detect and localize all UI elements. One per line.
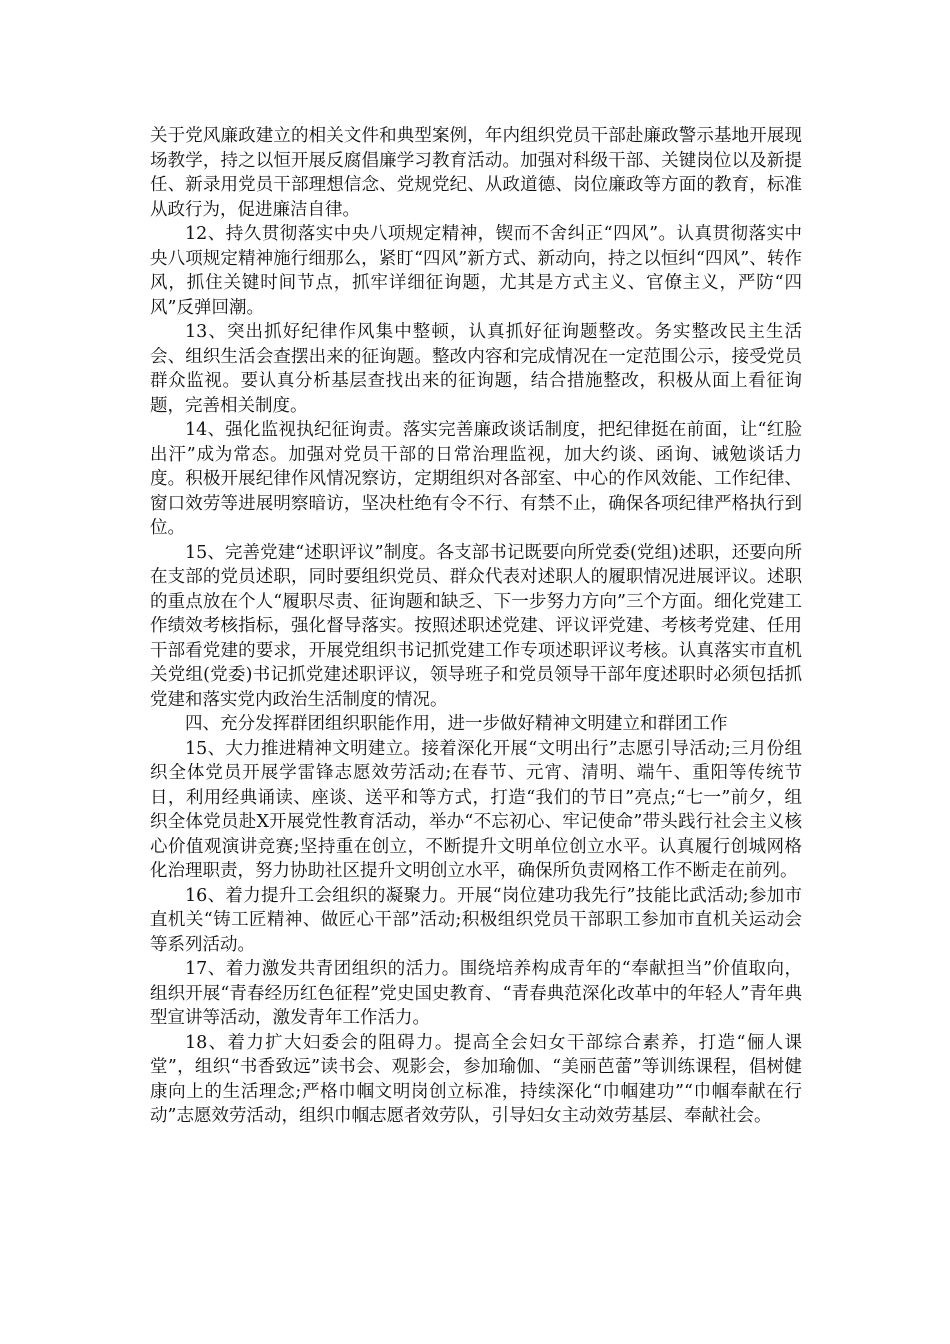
paragraph-item-16: 16、着力提升工会组织的凝聚力。开展“岗位建功我先行”技能比武活动;参加市直机关“铸工匠精神、做匠心干部”活动;积极组织党员干部职工参加市直机关运动会等系列活动。 — [150, 885, 802, 955]
paragraph-item-15-civilization: 15、大力推进精神文明建立。接着深化开展“文明出行”志愿引导活动;三月份组织全体党员开展学雷锋志愿效劳活动;在春节、元宵、清明、端午、重阳等传统节日，利用经典诵读、座谈、送平和等方式，打造“我们的节日”亮点;“七一”前夕，组织全体党员赴X开展党性教育活动，举办“不忘初心、牢记使命”带头践行社会主义核心价值观演讲竞赛;坚持重在创立，不断提升文明单位创立水平。认真履行创城网格化治理职责，努力协助社区提升文明创立水平，确保所负责网格工作不断走在前列。 — [150, 738, 802, 881]
paragraph-item-15-debriefing: 15、完善党建“述职评议”制度。各支部书记既要向所党委(党组)述职，还要向所在支部的党员述职，同时要组织党员、群众代表对述职人的履职情况进展评议。述职的重点放在个人“履职尽责、征询题和缺乏、下一步努力方向”三个方面。细化党建工作绩效考核指标，强化督导落实。按照述职述党建、评议评党建、考核考党建、任用干部看党建的要求，开展党组织书记抓党建工作专项述职评议考核。认真落实市直机关党组(党委)书记抓党建述职评议，领导班子和党员领导干部年度述职时必须包括抓党建和落实党内政治生活制度的情况。 — [150, 542, 802, 710]
paragraph-item-17: 17、着力激发共青团组织的活力。围绕培养构成青年的“奉献担当”价值取向，组织开展“青春经历红色征程”党史国史教育、“青春典范深化改革中的年轻人”青年典型宣讲等活动，激发青年工作活力。 — [150, 959, 802, 1028]
paragraph-item-12: 12、持久贯彻落实中央八项规定精神，锲而不舍纠正“四风”。认真贯彻落实中央八项规定精神施行细那么，紧盯“四风”新方式、新动向，持之以恒纠“四风”、转作风，抓住关键时间节点，抓牢详细征询题，尤其是方式主义、官僚主义，严防“四风”反弹回潮。 — [150, 224, 802, 318]
paragraph-item-18: 18、着力扩大妇委会的阻碍力。提高全会妇女干部综合素养，打造“俪人课堂”，组织“书香致远”读书会、观影会，参加瑜伽、“美丽芭蕾”等训练课程，倡树健康向上的生活理念;严格巾帼文明岗创立标准，持续深化“巾帼建功”“巾帼奉献在行动”志愿效劳活动，组织巾帼志愿者效劳队，引导妇女主动效劳基层、奉献社会。 — [150, 1032, 802, 1126]
paragraph-continuation: 关于党风廉政建立的相关文件和典型案例，年内组织党员干部赴廉政警示基地开展现场教学，持之以恒开展反腐倡廉学习教育活动。加强对科级干部、关键岗位以及新提任、新录用党员干部理想信念、党规党纪、从政道德、岗位廉政等方面的教育，标准从政行为，促进廉洁自律。 — [150, 126, 802, 220]
paragraph-item-14: 14、强化监视执纪征询责。落实完善廉政谈话制度，把纪律挺在前面，让“红脸出汗”成为常态。加强对党员干部的日常治理监视，加大约谈、函询、诫勉谈话力度。积极开展纪律作风情况察访，定期组织对各部室、中心的作风效能、工作纪律、窗口效劳等进展明察暗访，坚决杜绝有令不行、有禁不止，确保各项纪律严格执行到位。 — [150, 420, 802, 538]
document-body — [150, 124, 802, 1129]
paragraph-item-13: 13、突出抓好纪律作风集中整顿，认真抓好征询题整改。务实整改民主生活会、组织生活会查摆出来的征询题。整改内容和完成情况在一定范围公示，接受党员群众监视。要认真分析基层查找出来的征询题，结合措施整改，积极从面上看征询题，完善相关制度。 — [150, 322, 802, 416]
section-heading-4: 四、充分发挥群团组织职能作用，进一步做好精神文明建立和群团工作 — [185, 714, 728, 734]
